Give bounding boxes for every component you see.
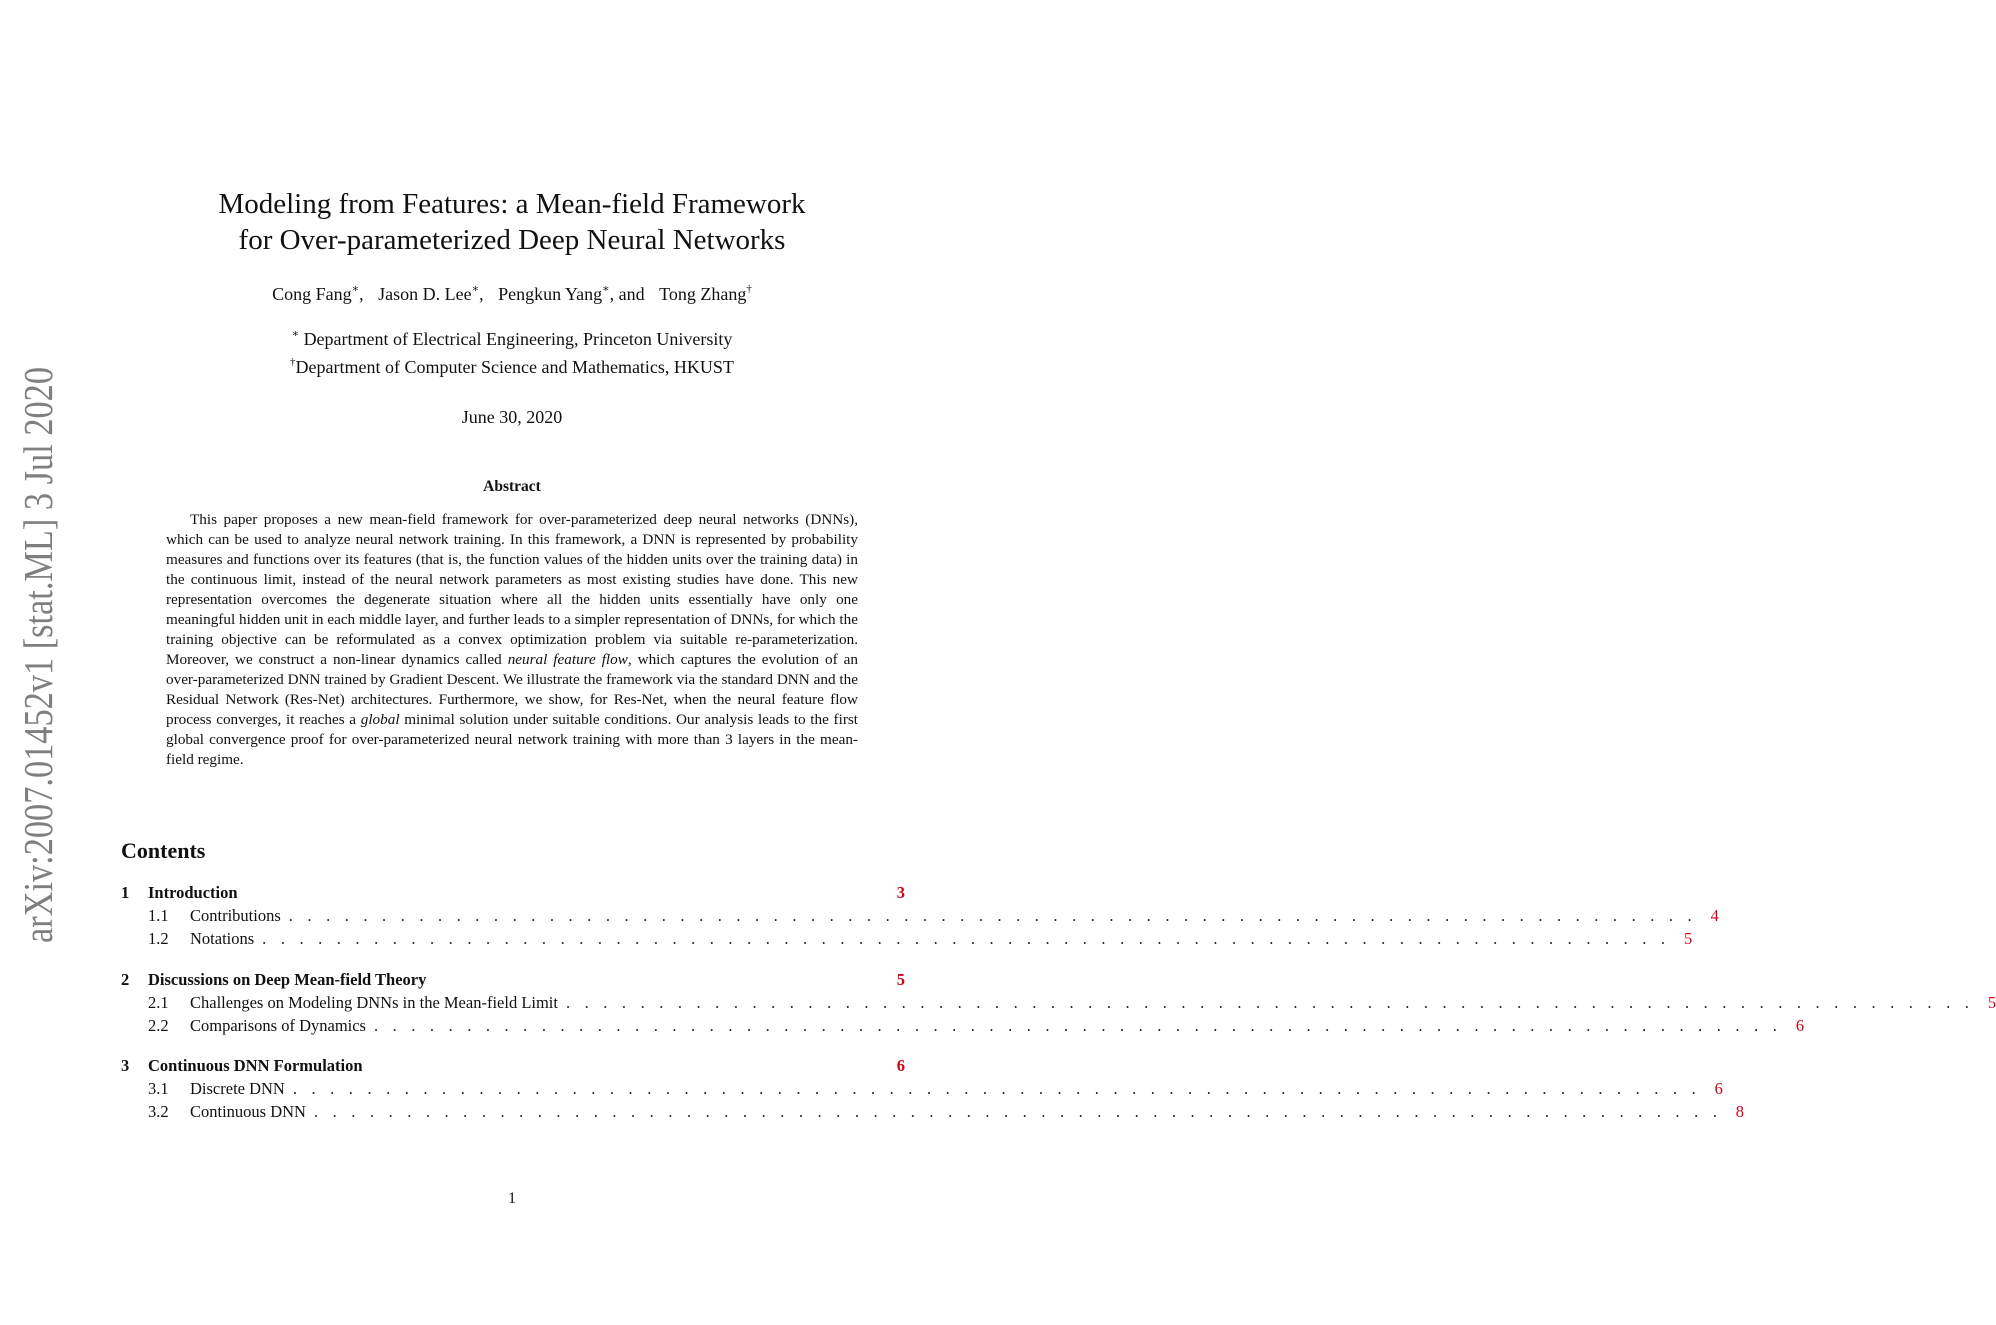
toc-page-link[interactable]: 5 [1987,993,1996,1012]
toc-section-row[interactable] [121,1056,905,1079]
author-3 [498,284,645,304]
toc-page-link[interactable]: 6 [1795,1016,1805,1035]
toc-subsection-number: 3.1 [148,1079,169,1098]
author-name: Cong Fang [272,284,352,304]
toc-leader-dots: . . . . . . . . . . . . . . . . . . . . . . . . . . . . . . . . . . . . . . . . . . . . . . . . . . . . . . . . . . . . . . . . . . . . . . . . . . . . [262,929,1671,948]
toc-subsection-number: 1.2 [148,929,169,948]
author-separator: , and [609,284,645,304]
toc-section-row[interactable] [121,970,905,993]
paper-title [0,186,1024,258]
toc-subsection-title: Notations [190,929,255,948]
paper-date: June 30, 2020 [461,407,563,427]
abstract-text-2: , which captures the evolution of an over-parameterized DNN trained by Gradient Descent. We illustrate the framework via the standard DNN and the Residual Network (Res-Net) architectures. Furthermore, we show, for Res-Net, when the neural feature flow process converges, it reaches a [166,651,858,728]
affiliation-text: Department of Electrical Engineering, Princeton University [299,329,733,349]
toc-page-link[interactable]: 8 [1735,1102,1745,1121]
author-mark: ∗ [351,283,360,295]
toc-page-link[interactable]: 6 [1714,1079,1723,1098]
toc-page-link[interactable]: 6 [896,1056,905,1075]
toc-page-link[interactable]: 3 [896,883,905,902]
toc-section-row[interactable] [121,883,905,906]
toc-section-number: 2 [121,970,130,989]
toc-group-3 [121,1056,1745,1125]
abstract-text-1: This paper proposes a new mean-field framework for over-parameterized deep neural networks (DNNs), which can be used to analyze neural network training. In this framework, a DNN is represented by probability measures and functions over its features (that is, the function values of the hidden units over the training data) in the continuous limit, instead of the neural network parameters as most existing studies have done. This new representation overcomes the degenerate situation where all the hidden units essentially have only one meaningful hidden unit in each middle layer, and further leads to a simpler representation of DNNs, for which the training objective can be reformulated as a convex optimization problem via suitable re-parameterization. Moreover, we construct a non-linear dynamics called [166,511,858,668]
author-4 [659,284,752,304]
affiliation-2 [0,351,1024,379]
toc-subsection-title: Challenges on Modeling DNNs in the Mean-field Limit [190,993,558,1012]
toc-section-number: 1 [121,883,130,902]
toc-leader-dots: . . . . . . . . . . . . . . . . . . . . . . . . . . . . . . . . . . . . . . . . . . . . . . . . . . . . . . . . . . . . . . . . . . . . . . . . . . . . [288,906,1697,925]
toc-subsection-row[interactable] [121,906,1719,929]
arxiv-watermark-text: arXiv:2007.01452v1 [stat.ML] 3 Jul 2020 [15,255,61,943]
abstract-text-3: minimal solution under suitable conditions. Our analysis leads to the first global convergence proof for over-parameterized neural network training with more than 3 layers in the mean-field regime. [166,711,859,768]
abstract-body [166,510,858,770]
abstract-heading: Abstract [483,478,541,495]
toc-page-link[interactable]: 5 [1684,929,1693,948]
toc-subsection-title: Comparisons of Dynamics [190,1016,366,1035]
toc-group-2 [121,970,1996,1039]
abstract-emphasis-1: neural feature flow [507,651,628,668]
toc-leader-dots: . . . . . . . . . . . . . . . . . . . . . . . . . . . . . . . . . . . . . . . . . . . . . . . . . . . . . . . . . . . . . . . . . . . . . . . . . . . . [565,993,1975,1012]
toc-subsection-row[interactable] [121,993,1996,1016]
toc-leader-dots: . . . . . . . . . . . . . . . . . . . . . . . . . . . . . . . . . . . . . . . . . . . . . . . . . . . . . . . . . . . . . . . . . . . . . . . . . . . . [313,1102,1723,1121]
toc-subsection-title: Continuous DNN [190,1102,306,1121]
toc-subsection-row[interactable] [121,929,1693,952]
toc-subsection-number: 1.1 [148,906,169,925]
contents-heading: Contents [121,838,206,863]
page-number: 1 [508,1190,516,1207]
title-line-2: for Over-parameterized Deep Neural Networks [238,224,786,256]
affiliation-text: Department of Computer Science and Mathematics, HKUST [295,357,734,377]
author-name: Pengkun Yang [498,284,603,304]
author-mark: ∗ [471,283,480,295]
toc-section-number: 3 [121,1056,130,1075]
author-name: Tong Zhang [659,284,747,304]
author-separator: , [359,284,364,304]
toc-section-title: Introduction [148,883,238,902]
toc-section-title: Continuous DNN Formulation [148,1056,363,1075]
affiliation-1 [0,323,1024,351]
author-2 [378,284,483,304]
toc-section-title: Discussions on Deep Mean-field Theory [148,970,427,989]
affiliations [0,323,1024,379]
affiliation-mark: † [290,356,296,368]
toc-page-link[interactable]: 4 [1710,906,1719,925]
author-list [0,282,1024,305]
abstract-emphasis-2: global [360,711,400,728]
toc-group-1 [121,883,1719,952]
toc-subsection-row[interactable] [121,1016,1805,1039]
toc-subsection-title: Discrete DNN [190,1079,285,1098]
author-name: Jason D. Lee [378,284,472,304]
affiliation-mark: ∗ [291,328,300,340]
toc-leader-dots: . . . . . . . . . . . . . . . . . . . . . . . . . . . . . . . . . . . . . . . . . . . . . . . . . . . . . . . . . . . . . . . . . . . . . . . . . . . . [373,1016,1783,1035]
arxiv-watermark [2,255,62,945]
author-1 [272,284,364,304]
toc-subsection-row[interactable] [121,1102,1745,1125]
toc-subsection-number: 2.1 [148,993,169,1012]
toc-subsection-row[interactable] [121,1079,1723,1102]
toc-leader-dots: . . . . . . . . . . . . . . . . . . . . . . . . . . . . . . . . . . . . . . . . . . . . . . . . . . . . . . . . . . . . . . . . . . . . . . . . . . . . [292,1079,1701,1098]
toc-subsection-number: 2.2 [148,1016,169,1035]
author-mark: † [746,283,752,295]
toc-page-link[interactable]: 5 [896,970,905,989]
author-separator: , [479,284,484,304]
title-line-1: Modeling from Features: a Mean-field Framework [218,188,806,220]
toc-subsection-number: 3.2 [148,1102,169,1121]
author-mark: ∗ [602,283,610,295]
toc-subsection-title: Contributions [190,906,281,925]
